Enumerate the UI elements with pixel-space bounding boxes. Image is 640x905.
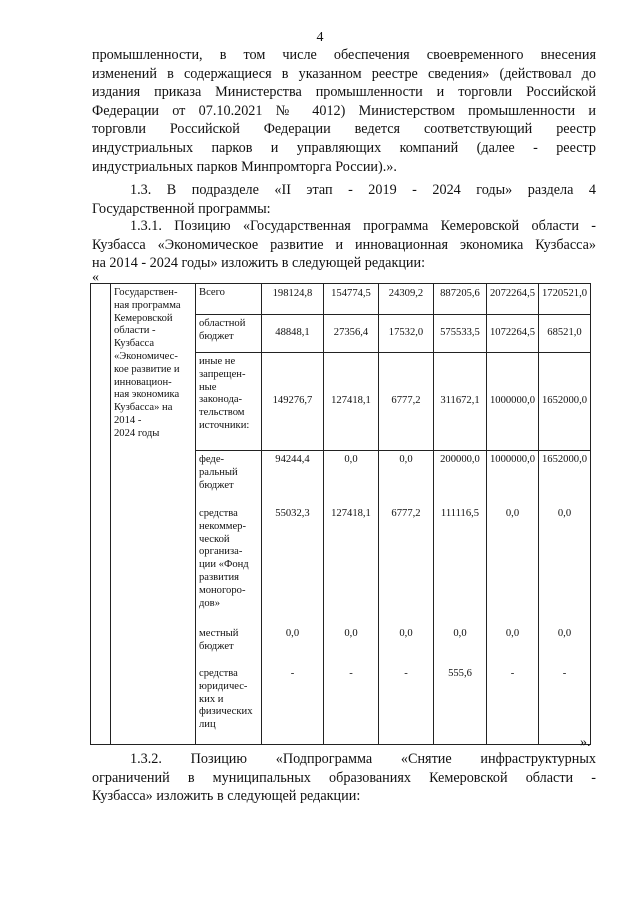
value-cell: 1072264,5	[487, 315, 539, 353]
value-col: 200000,0 111116,5 0,0 555,6	[434, 451, 487, 745]
budget-table	[90, 283, 591, 745]
item-1-3-1-paragraph	[92, 217, 596, 273]
source-cell: областной бюджет	[196, 315, 262, 353]
text-line: 1.3.2. Позицию «Подпрограмма «Снятие инфраструктурных	[130, 751, 596, 767]
page-number: 4	[316, 30, 324, 45]
value-col: 0,0 127418,1 0,0 -	[324, 451, 379, 745]
value-cell: 1720521,0	[539, 284, 591, 315]
item-1-3-paragraph	[92, 181, 596, 218]
sub-source-local: местный бюджет	[199, 628, 239, 652]
program-name-cell: Государствен- ная программа Кемеровской области - Кузбасса «Экономичес- кое развитие и инновацион- ная экономика Кузбасса» на 2014 - 2024 годы	[111, 284, 196, 745]
sub-source-fund: средства некоммер- ческой организа- ции «Фонд развития моногоро- дов»	[199, 508, 249, 609]
value-col: 1652000,0 0,0 0,0 -	[539, 451, 591, 745]
source-cell	[196, 451, 262, 745]
text-line: издания приказа Министерства промышленности и торговли Российской	[92, 84, 596, 101]
value-cell: 2072264,5	[487, 284, 539, 315]
text-line: 1.3. В подразделе «II этап - 2019 - 2024 годы» раздела 4	[130, 182, 596, 198]
empty-cell	[91, 284, 111, 745]
source-cell: иные не запрещен- ные законода- тельством источники:	[196, 353, 262, 451]
quote-open: «	[92, 270, 99, 285]
value-cell: 24309,2	[379, 284, 434, 315]
intro-paragraph	[92, 46, 596, 176]
sub-source-legal: средства юридичес- ких и физических лиц	[199, 668, 253, 731]
value-cell: 149276,7	[262, 353, 324, 451]
value-cell: 17532,0	[379, 315, 434, 353]
text-line: промышленности, в том числе обеспечения своевременного внесения	[92, 47, 596, 63]
value-cell: 48848,1	[262, 315, 324, 353]
value-col: 94244,4 55032,3 0,0 -	[262, 451, 324, 745]
value-cell: 311672,1	[434, 353, 487, 451]
text-line: индустриальных парков и управляющих компаний (далее - реестр	[92, 139, 596, 156]
value-col: 0,0 6777,2 0,0 -	[379, 451, 434, 745]
sub-source-federal: феде- ральный бюджет	[199, 454, 238, 491]
text-line: индустриальных парков Минпромторга России).».	[92, 158, 397, 175]
text-line: торговли Российской Федерации ведется соответствующий реестр	[92, 121, 596, 138]
value-cell: 198124,8	[262, 284, 324, 315]
source-cell: Всего	[196, 284, 262, 315]
value-cell: 27356,4	[324, 315, 379, 353]
value-cell: 1652000,0	[539, 353, 591, 451]
value-cell: 887205,6	[434, 284, 487, 315]
value-cell: 575533,5	[434, 315, 487, 353]
text-line: Государственной программы:	[92, 200, 271, 217]
value-cell: 6777,2	[379, 353, 434, 451]
text-line: Кузбасса» изложить в следующей редакции:	[92, 788, 361, 805]
value-cell: 1000000,0	[487, 353, 539, 451]
text-line: Федерации от 07.10.2021 № 4012) Министерством промышленности и	[92, 102, 596, 119]
item-1-3-2-paragraph	[92, 750, 596, 806]
value-cell: 127418,1	[324, 353, 379, 451]
value-cell: 68521,0	[539, 315, 591, 353]
text-line: ограничений в муниципальных образованиях Кемеровской области -	[92, 769, 596, 786]
text-line: 1.3.1. Позицию «Государственная программа Кемеровской области -	[130, 218, 596, 234]
quote-close: ».	[580, 735, 591, 750]
value-cell: 154774,5	[324, 284, 379, 315]
text-line: Кузбасса «Экономическое развитие и инновационная экономика Кузбасса»	[92, 236, 596, 253]
value-col: 1000000,0 0,0 0,0 -	[487, 451, 539, 745]
text-line: изменений в содержащиеся в указанном реестре сведения» (действовал до	[92, 65, 596, 82]
table-row	[91, 284, 591, 315]
text-line: на 2014 - 2024 годы» изложить в следующей редакции:	[92, 255, 426, 272]
